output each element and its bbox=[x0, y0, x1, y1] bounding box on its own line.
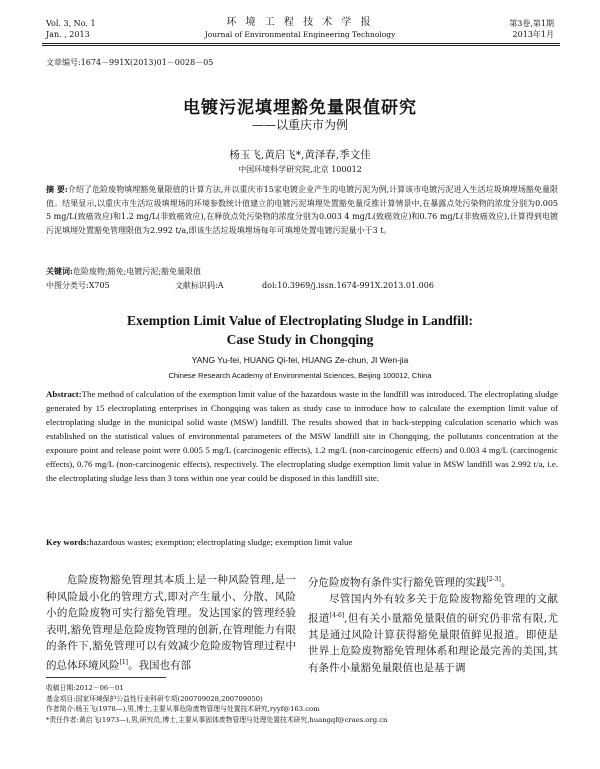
body-right-p2-tail: ,但有关小量豁免量限值的研究仍非常有限,尤其是通过风险计算获得豁免量限值鲜见报道。即使是世界上危险废物豁免管理体系和理论最完善的美国,其有条件小量豁免量限值也是基于调 bbox=[308, 612, 558, 674]
footnote-corresponding: *责任作者:黄启飞(1973—),男,研究员,博士,主要从事固体废物管理与处理处置技术研究,huangqf@craes.org.cn bbox=[46, 715, 388, 724]
body-right-p1-text: 分危险废物有条件实行豁免管理的实践 bbox=[308, 576, 487, 589]
keywords-en-label: Key words: bbox=[46, 537, 90, 547]
abstract-cn bbox=[46, 183, 558, 237]
affiliation-cn: 中国环境科学研究院,北京 100012 bbox=[238, 165, 362, 174]
keywords-cn-label: 关键词: bbox=[46, 266, 73, 276]
header-volume: Vol. 3, No. 1 bbox=[46, 19, 96, 28]
header-issue-cn: 第3卷,第1期 bbox=[509, 19, 554, 28]
body-right-column bbox=[308, 572, 558, 676]
doi: doi:10.3969/j.issn.1674-991X.2013.01.006 bbox=[262, 281, 434, 290]
footnote-author-bio: 作者简介:杨玉飞(1978—),男,博士,主要从事危险废物管理与处置技术研究,ryyf@163.com bbox=[46, 705, 320, 713]
title-en-line2: Case Study in Chongqing bbox=[226, 332, 374, 347]
abstract-cn-text: 介绍了危险废物填埋豁免量限值的计算方法,并以重庆市15家电镀企业产生的电镀污泥为例,计算该市电镀污泥进入生活垃圾填埋场豁免量限值。结果显示,以重庆市生活垃圾填埋场的环境参数统计值建立的电镀污泥填埋处置豁免量反推计算情景中,在暴露点处污染物的浓度分别为0.005 5 mg/L(致癌效应)和1.2 mg/L(非致癌效应),在释放点处污染物的浓度分别为0.003 4 mg/L(致癌效应)和0.76 mg/L(非致癌效应),计算得到电镀污泥填埋处置豁免管理限值为2.992 t/a,即该生活垃圾填埋场每年可填埋处置电镀污泥量小于3 t。 bbox=[46, 185, 558, 235]
header-rule bbox=[42, 43, 560, 44]
page-subtitle-cn: ——以重庆市为例 bbox=[251, 118, 348, 132]
clc-number: 中图分类号:X705 bbox=[46, 281, 110, 290]
keywords-cn-text: 危险废物;豁免;电镀污泥;豁免量限值 bbox=[72, 267, 202, 276]
footnote-funding: 基金项目:国家环境保护公益性行业科研专项(200709028,200709050) bbox=[46, 694, 263, 703]
title-en-line1: Exemption Limit Value of Electroplating Sludge in Landfill: bbox=[127, 313, 473, 328]
citation-ref: [1] bbox=[119, 658, 128, 666]
keywords-en bbox=[46, 537, 558, 547]
header-rule-double bbox=[42, 45, 560, 46]
document-code: 文献标识码:A bbox=[175, 281, 224, 290]
journal-title-en: Journal of Environmental Engineering Technology bbox=[204, 30, 396, 39]
header-date-cn: 2013年1月 bbox=[512, 30, 554, 39]
page-title-cn: 电镀污泥填埋豁免量限值研究 bbox=[183, 98, 417, 118]
keywords-cn bbox=[46, 266, 201, 277]
citation-ref: [2-3] bbox=[486, 576, 501, 583]
citation-ref: [4-6] bbox=[329, 611, 345, 619]
body-left-tail: 。我国也有部 bbox=[128, 659, 191, 671]
header-date: Jan. , 2013 bbox=[46, 30, 90, 39]
body-right-para1 bbox=[308, 572, 558, 591]
page-title-en bbox=[60, 311, 540, 349]
body-right-p2-text: 尽管国内外有较多关于危险废物豁免管理的文献报道 bbox=[308, 593, 558, 624]
abstract-en bbox=[46, 387, 558, 485]
body-right-p1-tail: 。 bbox=[500, 576, 512, 589]
affiliation-en: Chinese Research Academy of Environmental Sciences, Beijing 100012, China bbox=[168, 371, 432, 380]
journal-title-cn: 环 境 工 程 技 术 学 报 bbox=[226, 17, 374, 28]
body-left-text: 危险废物豁免管理其本质上是一种风险管理,是一种风险最小化的管理方式,即对产生量小、分散、风险小的危险废物可实行豁免管理。发达国家的管理经验表明,豁免管理是危险废物管理的创新,在管理能力有限的条件下,豁免管理可以有效减少危险废物管理过程中的总体环境风险 bbox=[46, 574, 296, 671]
authors-en: YANG Yu-fei, HUANG Qi-fei, HUANG Ze-chun, JI Wen-jia bbox=[191, 355, 409, 365]
footnote-received: 收稿日期:2012－06－01 bbox=[46, 684, 124, 692]
abstract-en-text: The method of calculation of the exemption limit value of the hazardous waste in the landfill was introduced. The electroplating sludge generated by 15 electroplating enterprises in Chongqing was taken as study case to introduce how to calculate the exemption limit value of electroplating sludge in the municipal solid waste (MSW) landfill. The results showed that in back-stepping calculation scenario which was established on the statistical values of environmental parameters of the MSW landfill site in Chongqing, the pollutants concentration at the exposure point and release point were 0.005 5 mg/L (carcinogenic effects), 1.2 mg/L (non-carcinogenic effects) and 0.003 4 mg/L (carcinogenic effects), 0.76 mg/L (non-carcinogenic effects), respectively. The electroplating sludge exemption limit value in MSW landfill was 2.992 t/a, i.e. the electroplating sludge less than 3 tons within one year could be disposed in this landfill site. bbox=[46, 389, 558, 483]
body-right-para2 bbox=[308, 591, 558, 676]
abstract-cn-label: 摘 要: bbox=[46, 184, 68, 194]
footnotes bbox=[46, 683, 558, 725]
article-id: 文章编号:1674－991X(2013)01－0028－05 bbox=[46, 58, 214, 67]
abstract-en-label: Abstract: bbox=[46, 389, 82, 399]
keywords-en-text: hazardous wastes; exemption; electroplating sludge; exemption limit value bbox=[89, 537, 353, 547]
body-left-column bbox=[46, 572, 296, 674]
authors-cn: 杨玉飞,黄启飞*,黄泽春,季文佳 bbox=[229, 149, 371, 161]
footnote-rule bbox=[46, 677, 166, 678]
